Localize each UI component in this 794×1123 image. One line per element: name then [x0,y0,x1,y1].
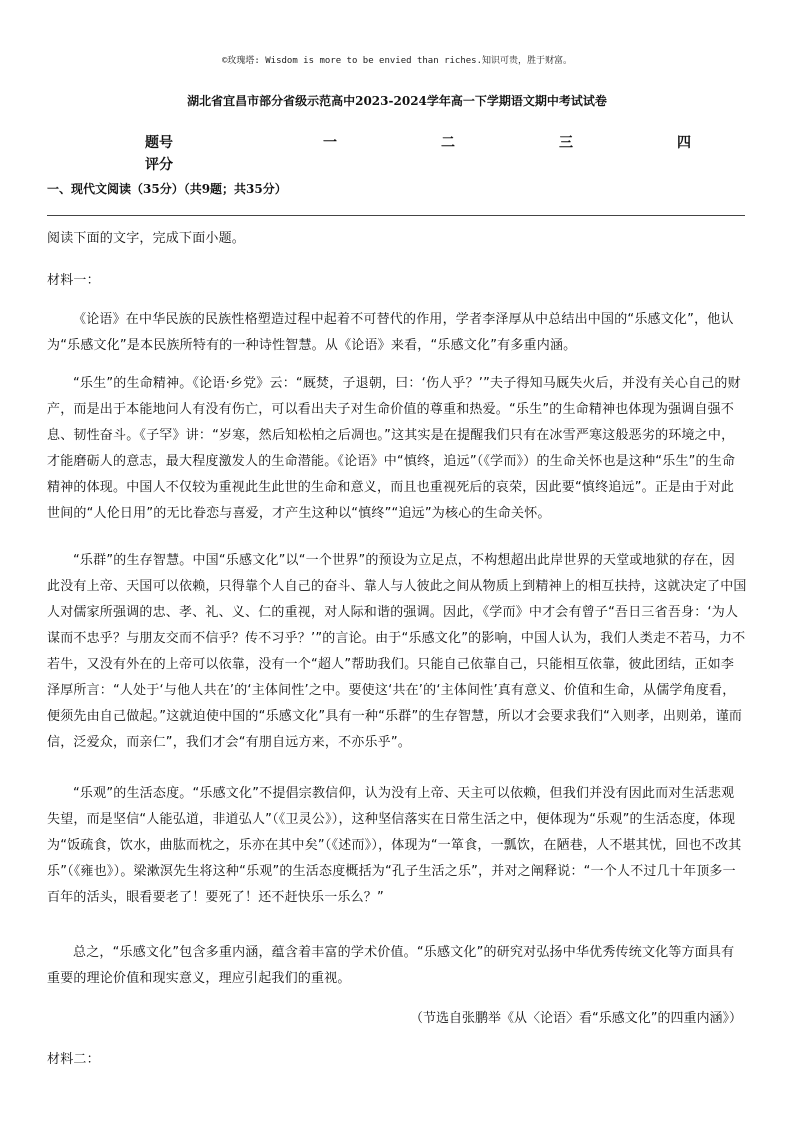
score-label-question: 题号 [145,135,173,151]
divider [47,215,745,216]
source-citation: （节选自张鹏举《从〈论语〉看“乐感文化”的四重内涵》） [410,1011,742,1026]
paragraph-5: 总之，“乐感文化”包含多重内涵，蕴含着丰富的学术价值。“乐感文化”的研究对弘扬中华优秀传统文化等方面具有重要的理论价值和现实意义，理应引起我们的重视。 [47,945,735,986]
paragraph-2: “乐生”的生命精神。《论语·乡党》云：“厩焚，子退朝，曰：‘伤人乎？’”夫子得知马厩失火后，并没有关心自己的财产，而是出于本能地问人有没有伤亡，可以看出夫子对生命价值的尊重和热爱。“乐生”的生命精神也体现为强调自强不息、韧性奋斗。《子罕》讲：“岁寒，然后知松柏之后凋也。”这其实是在提醒我们只有在冰雪严寒这般恶劣的环境之中，才能磨砺人的意志，最大程度激发人的生命潜能。《论语》中“慎终，追远”（《学而》）的生命关怀也是这种“乐生”的生命精神的体现。中国人不仅较为重视此生此世的生命和意义，而且也重视死后的哀荣，因此要“慎终追远”。正是由于对此世间的“人伦日用”的无比眷恋与喜爱，才产生这种以“慎终”“追远”为核心的生命关怀。 [47,376,741,521]
score-value-row [145,154,705,176]
score-col-4: 四 [677,135,691,151]
paragraph-1: 《论语》在中华民族的民族性格塑造过程中起着不可替代的作用，学者李泽厚从中总结出中国的“乐感文化”，他认为“乐感文化”是本民族所特有的一种诗性智慧。从《论语》来看，“乐感文化”有多重内涵。 [47,312,734,353]
header-quote: ©玫瑰塔: Wisdom is more to be envied than riches.知识可贵，胜于财富。 [222,56,572,66]
instruction: 阅读下面的文字，完成下面小题。 [47,231,246,246]
material1-label: 材料一： [47,273,100,288]
section-heading: 一、现代文阅读（35分）（共9题；共35分） [47,182,287,196]
score-col-2: 二 [441,135,455,151]
exam-title: 湖北省宜昌市部分省级示范高中2023-2024学年高一下学期语文期中考试试卷 [187,94,607,108]
score-col-1: 一 [323,135,337,151]
score-label-score: 评分 [145,157,173,173]
score-header-row [145,132,705,154]
score-col-3: 三 [559,135,573,151]
score-table [145,132,705,176]
material2-label: 材料二： [47,1052,100,1067]
paragraph-3: “乐群”的生存智慧。中国“乐感文化”以“一个世界”的预设为立足点，不构想超出此岸世界的天堂或地狱的存在，因此没有上帝、天国可以依赖，只得靠个人自己的奋斗、靠人与人彼此之间从物质上到精神上的相互扶持，这就决定了中国人对儒家所强调的忠、孝、礼、义、仁的重视，对人际和谐的强调。因此，《学而》中才会有曾子“吾日三省吾身：‘为人谋而不忠乎？与朋友交而不信乎？传不习乎？’”的言论。由于“乐感文化”的影响，中国人认为，我们人类走不若马，力不若牛，又没有外在的上帝可以依靠，没有一个“超人”帮助我们。只能自己依靠自己，只能相互依靠，彼此团结，正如李泽厚所言：“人处于‘与他人共在’的‘主体间性’之中。要使这‘共在’的‘主体间性’真有意义、价值和生命，从儒学角度看，便须先由自己做起。”这就迫使中国的“乐感文化”具有一种“乐群”的生存智慧，所以才会要求我们“入则孝，出则弟，谨而信，泛爱众，而亲仁”，我们才会“有朋自远方来，不亦乐乎”。 [47,553,747,750]
paragraph-4: “乐观”的生活态度。“乐感文化”不提倡宗教信仰，认为没有上帝、天主可以依赖，但我们并没有因此而对生活悲观失望，而是坚信“人能弘道，非道弘人”（《卫灵公》），这种坚信落实在日常生活之中，便体现为“乐观”的生活态度，体现为“饭疏食，饮水，曲肱而枕之，乐亦在其中矣”（《述而》），体现为“一箪食，一瓢饮，在陋巷，人不堪其忧，回也不改其乐”（《雍也》）。梁漱溟先生将这种“乐观”的生活态度概括为“孔子生活之乐”，并对之阐释说：“一个人不过几十年顶多一百年的活头，眼看要老了！要死了！还不赶快乐一乐么？” [47,786,742,905]
